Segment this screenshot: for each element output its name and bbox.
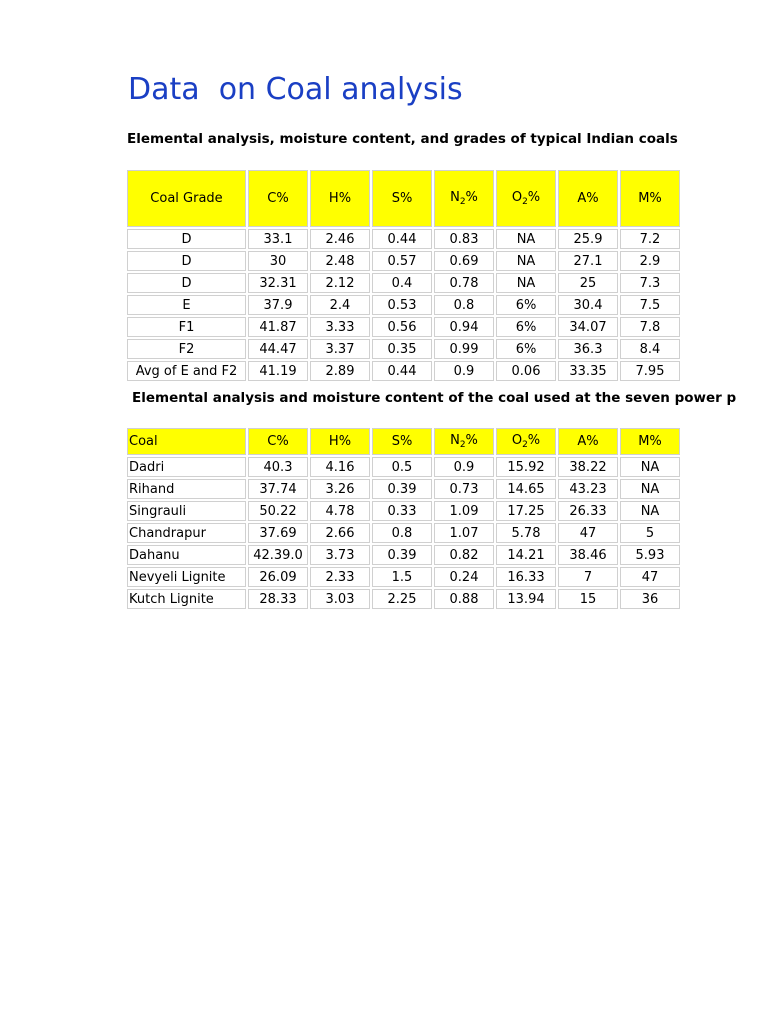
header-label: H% xyxy=(328,434,352,449)
table-cell: Dahanu xyxy=(127,545,246,565)
column-header xyxy=(127,428,246,455)
power-plant-coal-table-container xyxy=(125,426,688,607)
table-cell: NA xyxy=(620,457,680,477)
table-cell: 0.69 xyxy=(434,251,494,271)
table-cell: 7.2 xyxy=(620,229,680,249)
table-cell: 2.33 xyxy=(310,567,370,587)
column-header xyxy=(558,428,618,455)
table-cell: 43.23 xyxy=(558,479,618,499)
table-cell: Chandrapur xyxy=(127,523,246,543)
table-cell: 2.12 xyxy=(310,273,370,293)
header-label: N xyxy=(450,190,460,205)
column-header xyxy=(310,428,370,455)
table-cell: 40.3 xyxy=(248,457,308,477)
table-row xyxy=(127,589,680,609)
column-header xyxy=(372,170,432,227)
header-suffix: % xyxy=(527,190,541,205)
table-cell: 0.57 xyxy=(372,251,432,271)
column-header xyxy=(248,428,308,455)
table-cell: 41.19 xyxy=(248,361,308,381)
table-row xyxy=(127,229,680,249)
header-label: S% xyxy=(391,191,413,206)
header-label: M% xyxy=(638,191,662,206)
column-header xyxy=(620,428,680,455)
table-row xyxy=(127,273,680,293)
table-cell: 30 xyxy=(248,251,308,271)
table-cell: 15 xyxy=(558,589,618,609)
table-cell: 6% xyxy=(496,317,556,337)
table-row xyxy=(127,523,680,543)
column-header xyxy=(127,170,246,227)
column-header xyxy=(496,170,556,227)
table-cell: 15.92 xyxy=(496,457,556,477)
table-cell: 30.4 xyxy=(558,295,618,315)
table-cell: 5 xyxy=(620,523,680,543)
table-cell: 7.5 xyxy=(620,295,680,315)
table-cell: 16.33 xyxy=(496,567,556,587)
table-cell: NA xyxy=(496,229,556,249)
table-cell: 0.83 xyxy=(434,229,494,249)
table-cell: 0.53 xyxy=(372,295,432,315)
table-cell: 14.65 xyxy=(496,479,556,499)
table-cell: 1.07 xyxy=(434,523,494,543)
header-label: M% xyxy=(638,434,662,449)
table-cell: 3.73 xyxy=(310,545,370,565)
table-cell: 6% xyxy=(496,295,556,315)
table-cell: 13.94 xyxy=(496,589,556,609)
table-cell: 4.16 xyxy=(310,457,370,477)
table-cell: 7 xyxy=(558,567,618,587)
header-label: S% xyxy=(391,434,413,449)
table-row xyxy=(127,457,680,477)
coal-grades-table xyxy=(125,168,682,383)
header-label: Coal Grade xyxy=(150,191,223,206)
table-cell: 4.78 xyxy=(310,501,370,521)
coal-grades-table-container xyxy=(125,168,688,379)
header-label: O xyxy=(511,433,523,448)
table-cell: 3.26 xyxy=(310,479,370,499)
table-cell: 2.9 xyxy=(620,251,680,271)
table-cell: 0.5 xyxy=(372,457,432,477)
table-cell: 34.07 xyxy=(558,317,618,337)
table-cell: 2.89 xyxy=(310,361,370,381)
table-cell: NA xyxy=(620,479,680,499)
table-cell: 0.9 xyxy=(434,361,494,381)
header-label: C% xyxy=(267,434,289,449)
table2-caption: Elemental analysis and moisture content of the coal used at the seven power p xyxy=(132,390,737,406)
header-subscript: 2 xyxy=(459,197,466,207)
header-suffix: % xyxy=(465,190,478,205)
table-cell: Dadri xyxy=(127,457,246,477)
table-row xyxy=(127,339,680,359)
table-cell: 26.09 xyxy=(248,567,308,587)
table-cell: NA xyxy=(496,273,556,293)
table-cell: 41.87 xyxy=(248,317,308,337)
table-cell: 0.8 xyxy=(434,295,494,315)
table-header-row xyxy=(127,428,680,455)
table-cell: 2.66 xyxy=(310,523,370,543)
table-cell: 0.56 xyxy=(372,317,432,337)
table-cell: 25.9 xyxy=(558,229,618,249)
table-cell: F1 xyxy=(127,317,246,337)
table-cell: D xyxy=(127,229,246,249)
table-cell: 6% xyxy=(496,339,556,359)
table-cell: 37.69 xyxy=(248,523,308,543)
power-plant-coal-table xyxy=(125,426,682,611)
table-cell: 2.25 xyxy=(372,589,432,609)
table-cell: 5.78 xyxy=(496,523,556,543)
table-cell: 0.33 xyxy=(372,501,432,521)
table-cell: Singrauli xyxy=(127,501,246,521)
table-cell: 1.5 xyxy=(372,567,432,587)
page-title: Data on Coal analysis xyxy=(128,72,463,107)
column-header xyxy=(620,170,680,227)
column-header xyxy=(434,170,494,227)
column-header xyxy=(248,170,308,227)
table-cell: 36 xyxy=(620,589,680,609)
table-cell: D xyxy=(127,273,246,293)
table-cell: NA xyxy=(620,501,680,521)
table-row xyxy=(127,251,680,271)
table-cell: 25 xyxy=(558,273,618,293)
table-row xyxy=(127,567,680,587)
table-cell: NA xyxy=(496,251,556,271)
table-cell: 0.78 xyxy=(434,273,494,293)
table-cell: E xyxy=(127,295,246,315)
header-label: H% xyxy=(328,191,352,206)
table-cell: 7.8 xyxy=(620,317,680,337)
table-cell: Nevyeli Lignite xyxy=(127,567,246,587)
header-subscript: 2 xyxy=(522,440,528,450)
table-cell: 33.35 xyxy=(558,361,618,381)
header-subscript: 2 xyxy=(459,440,466,450)
table-cell: 0.4 xyxy=(372,273,432,293)
table1-caption: Elemental analysis, moisture content, and grades of typical Indian coals xyxy=(127,131,678,147)
table-row xyxy=(127,501,680,521)
table-cell: 0.82 xyxy=(434,545,494,565)
table-cell: 27.1 xyxy=(558,251,618,271)
column-header xyxy=(372,428,432,455)
header-label: A% xyxy=(577,434,599,449)
table-cell: 0.99 xyxy=(434,339,494,359)
table-cell: Kutch Lignite xyxy=(127,589,246,609)
table-cell: 3.33 xyxy=(310,317,370,337)
table-cell: 3.37 xyxy=(310,339,370,359)
table-cell: 0.44 xyxy=(372,229,432,249)
header-label: N xyxy=(450,433,460,448)
table-cell: 50.22 xyxy=(248,501,308,521)
table-cell: 37.74 xyxy=(248,479,308,499)
table-cell: 32.31 xyxy=(248,273,308,293)
header-label: O xyxy=(511,190,523,205)
table-cell: 36.3 xyxy=(558,339,618,359)
column-header xyxy=(434,428,494,455)
table-row xyxy=(127,295,680,315)
table-cell: 0.9 xyxy=(434,457,494,477)
table-cell: 47 xyxy=(620,567,680,587)
table-cell: 7.3 xyxy=(620,273,680,293)
header-subscript: 2 xyxy=(522,197,528,207)
column-header xyxy=(496,428,556,455)
table-cell: D xyxy=(127,251,246,271)
table-cell: 42.39.0 xyxy=(248,545,308,565)
table-cell: 0.06 xyxy=(496,361,556,381)
header-suffix: % xyxy=(527,433,541,448)
table-cell: 0.8 xyxy=(372,523,432,543)
table-cell: 26.33 xyxy=(558,501,618,521)
table-cell: 38.46 xyxy=(558,545,618,565)
table-cell: 37.9 xyxy=(248,295,308,315)
table-cell: 0.44 xyxy=(372,361,432,381)
column-header xyxy=(558,170,618,227)
table-row xyxy=(127,317,680,337)
header-label: Coal xyxy=(129,434,158,449)
table-cell: F2 xyxy=(127,339,246,359)
table-cell: 28.33 xyxy=(248,589,308,609)
table-cell: 44.47 xyxy=(248,339,308,359)
table-cell: 5.93 xyxy=(620,545,680,565)
table-cell: Rihand xyxy=(127,479,246,499)
table-cell: 0.39 xyxy=(372,479,432,499)
table-cell: 17.25 xyxy=(496,501,556,521)
table-row xyxy=(127,545,680,565)
header-label: A% xyxy=(577,191,599,206)
table-cell: 38.22 xyxy=(558,457,618,477)
table-cell: 2.46 xyxy=(310,229,370,249)
table-cell: 33.1 xyxy=(248,229,308,249)
header-suffix: % xyxy=(465,433,478,448)
table-row xyxy=(127,479,680,499)
table-cell: 2.48 xyxy=(310,251,370,271)
table-cell: 2.4 xyxy=(310,295,370,315)
table-cell: 7.95 xyxy=(620,361,680,381)
table-cell: 3.03 xyxy=(310,589,370,609)
table-cell: Avg of E and F2 xyxy=(127,361,246,381)
table-cell: 0.24 xyxy=(434,567,494,587)
header-label: C% xyxy=(267,191,289,206)
table-row xyxy=(127,361,680,381)
table-header-row xyxy=(127,170,680,227)
column-header xyxy=(310,170,370,227)
table-cell: 0.94 xyxy=(434,317,494,337)
table-cell: 14.21 xyxy=(496,545,556,565)
table-cell: 8.4 xyxy=(620,339,680,359)
table-cell: 0.73 xyxy=(434,479,494,499)
table-cell: 0.88 xyxy=(434,589,494,609)
table-cell: 1.09 xyxy=(434,501,494,521)
table-cell: 0.39 xyxy=(372,545,432,565)
table-cell: 47 xyxy=(558,523,618,543)
table-cell: 0.35 xyxy=(372,339,432,359)
